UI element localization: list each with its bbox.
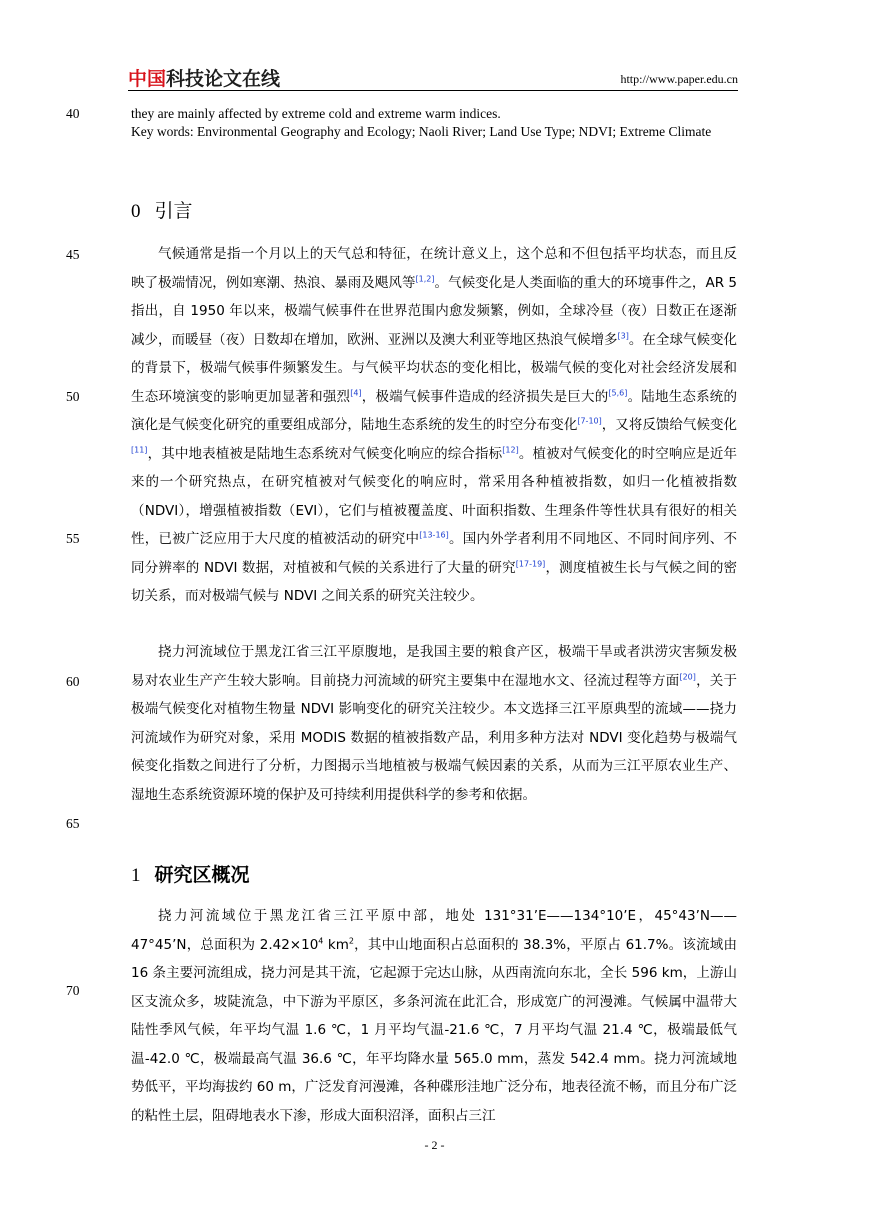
abstract-end — [131, 105, 737, 141]
line-number: 55 — [66, 531, 80, 546]
page-header — [128, 62, 738, 91]
line-number: 60 — [66, 674, 80, 689]
line-number: 45 — [66, 247, 80, 262]
intro-paragraph-2: 挠力河流域位于黑龙江省三江平原腹地，是我国主要的粮食产区，极端干旱或者洪涝灾害频发极易对农业生产产生较大影响。目前挠力河流域的研究主要集中在湿地水文、径流过程等方面[20]，关于极端气候变化对植物生物量 NDVI 影响变化的研究关注较少。本文选择三江平原典型的流域——挠力河流域作为研究对象，采用 MODIS 数据的植被指数产品，利用多种方法对 NDVI 变化趋势与极端气候变化指数之间进行了分析，力图揭示当地植被与极端气候因素的关系，从而为三江平原农业生产、湿地生态系统资源环境的保护及可持续利用提供科学的参考和依据。 — [131, 644, 738, 803]
keywords: Key words: Environmental Geography and Ecology; Naoli River; Land Use Type; NDVI; Extreme Climate — [131, 124, 712, 139]
site-logo: 中国科技论文在线 — [128, 68, 281, 90]
section-heading-intro: 0 引言 — [131, 200, 193, 222]
line-number: 65 — [66, 816, 80, 831]
line-number: 70 — [66, 983, 80, 998]
page-number: - 2 - — [424, 1138, 445, 1152]
intro-paragraph-1: 气候通常是指一个月以上的天气总和特征，在统计意义上，这个总和不但包括平均状态，而且反映了极端情况，例如寒潮、热浪、暴雨及飓风等[1,2]。气候变化是人类面临的重大的环境事件之，AR 5 指出，自 1950 年以来，极端气候事件在世界范围内愈发频繁，例如，全球冷昼（夜）日数正在逐渐减少，而暖昼（夜）日数却在增加，欧洲、亚洲以及澳大利亚等地区热浪气候增多[3]。在全球气候变化的背景下，极端气候事件频繁发生。与气候平均状态的变化相比，极端气候的变化对社会经济发展和生态环境演变的影响更加显著和强烈[4]，极端气候事件造成的经济损失是巨大的[5,6]。陆地生态系统的演化是气候变化研究的重要组成部分，陆地生态系统的发生的时空分布变化[7-10]，又将反馈给气候变化[11]，其中地表植被是陆地生态系统对气候变化响应的综合指标[12]。植被对气候变化的时空响应是近年来的一个研究热点，在研究植被对气候变化的响应时，常采用各种植被指数，如归一化植被指数（NDVI），增强植被指数（EVI），它们与植被覆盖度、叶面积指数、生理条件等性状具有很好的相关性，已被广泛应用于大尺度的植被活动的研究中[13-16]。国内外学者利用不同地区、不同时间序列、不同分辨率的 NDVI 数据，对植被和气候的关系进行了大量的研究[17-19]，测度植被生长与气候之间的密切关系，而对极端气候与 NDVI 之间关系的研究关注较少。 — [131, 246, 738, 604]
abstract-last-line: they are mainly affected by extreme cold and extreme warm indices. — [131, 106, 501, 121]
section-heading-study-area: 1 研究区概况 — [131, 864, 250, 886]
line-number: 50 — [66, 389, 80, 404]
study-area-paragraph: 挠力河流域位于黑龙江省三江平原中部，地处 131°31’E——134°10’E，45°43’N——47°45’N，总面积为 $2.42\times 10^4$ $km^2$，其中山地面积占总面积的 38.3%，平原占 61.7%。该流域由 16 条主要河流组成，挠力河是其干流，它起源于完达山脉，从西南流向东北，全长 596 km，上游山区支流众多，坡陡流急，中下游为平原区，多条河流在此汇合，形成宽广的河漫滩。气候属中温带大陆性季风气候，年平均气温 1.6 ℃，1 月平均气温-21.6 ℃，7 月平均气温 21.4 ℃，极端最低气温-42.0 ℃，极端最高气温 36.6 ℃，年平均降水量 565.0 mm，蒸发 542.4 mm。挠力河流域地势低平，平均海拔约 60 m，广泛发育河漫滩，各种碟形洼地广泛分布，地表径流不畅，而且分布广泛的粘性土层，阻碍地表水下渗，形成大面积沼泽，面积占三江 — [131, 908, 737, 1124]
line-number: 40 — [66, 106, 80, 121]
header-url: http://www.paper.edu.cn — [620, 72, 738, 86]
